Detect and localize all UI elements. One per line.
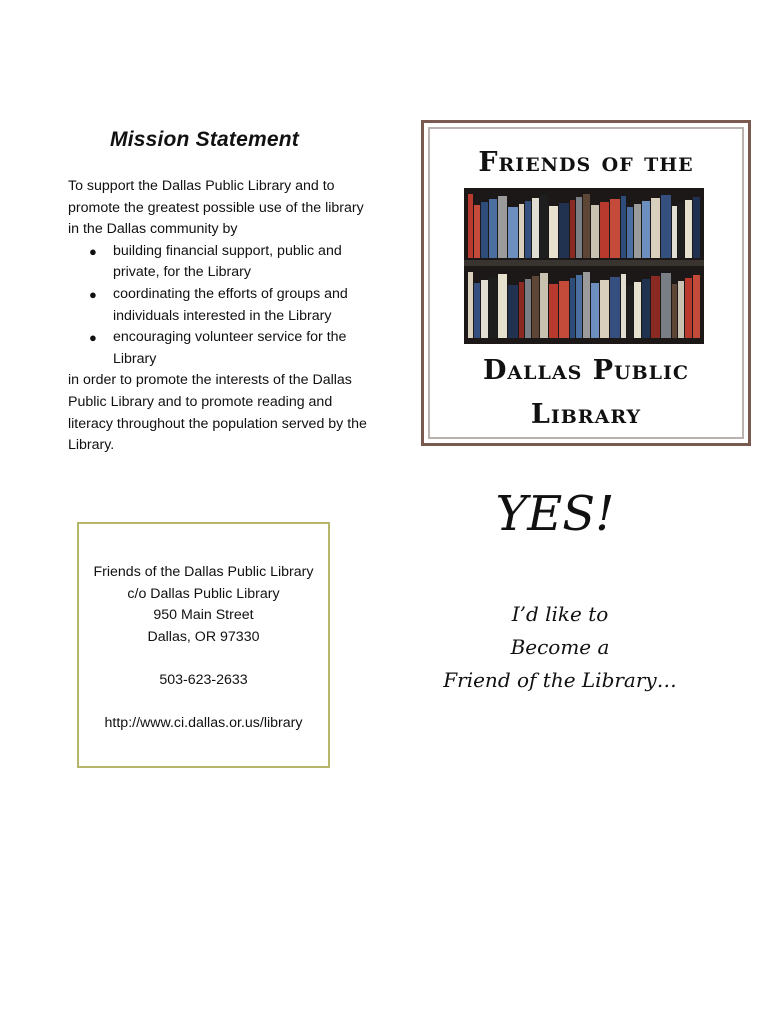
book-spine [685,278,692,338]
book-spine [540,195,548,258]
book-spine [570,278,575,338]
bullet-icon: ● [89,243,97,259]
list-item [68,241,368,284]
contact-org: Friends of the Dallas Public Library [93,564,314,580]
contact-street: 950 Main Street [153,607,254,624]
book-spine [600,280,609,338]
bookshelf-image [464,188,704,344]
join-line3: Friend of the Library… [443,668,677,692]
book-spine [693,275,700,338]
cover-heading-top: Friends of the [478,147,694,178]
book-spine [576,197,582,258]
book-spine [489,277,497,338]
book-spine [508,285,518,338]
book-spine [498,196,507,258]
book-spine [583,194,590,258]
book-spine [489,199,497,258]
mission-intro: To support the Dallas Public Library and to promote the greatest possible use of the library in the Dallas community by [68,178,364,238]
book-spine [549,206,558,258]
book-spine [468,272,473,338]
book-spine [672,206,677,258]
book-spine [642,279,650,338]
list-item [68,284,368,327]
contact-care-of: c/o Dallas Public Library [127,585,280,602]
book-spine [600,202,609,258]
book-spine [678,203,684,258]
book-spine [661,195,671,258]
book-spine [642,201,650,258]
join-line1: I’d like to [511,602,609,626]
book-spine [583,272,590,338]
cover-heading-bottom [424,349,748,437]
book-spine [591,283,599,338]
book-spine [498,274,507,338]
yes-heading: YES! [495,486,615,542]
book-spine [621,274,626,338]
contact-phone: 503-623-2633 [159,671,248,688]
book-spine [481,280,488,338]
book-spine [570,200,575,258]
join-line2: Become a [510,635,610,659]
book-spine [634,282,641,338]
book-spine [651,198,660,258]
list-item [68,327,368,370]
mission-statement [68,176,368,457]
cover-heading-line3: Library [530,399,642,430]
book-spine [651,276,660,338]
book-spine [559,281,569,338]
contact-box [77,522,330,768]
book-spine [519,204,524,258]
book-spine [559,203,569,258]
mission-title: Mission Statement [110,128,299,151]
book-spine [627,285,633,338]
list-item-text: building financial support, public and private, for the Library [113,242,342,281]
book-spine [474,283,480,338]
book-spine [525,201,531,258]
book-spine [693,197,700,258]
shelf-board [464,260,704,266]
book-spine [525,279,531,338]
book-spine [678,281,684,338]
bullet-icon: ● [89,330,97,346]
book-spine [685,200,692,258]
cover-heading-line2: Dallas Public [482,355,690,386]
book-spine [576,275,582,338]
book-spine [468,194,473,258]
book-spine [627,207,633,258]
book-spine [508,207,518,258]
book-spine [532,198,539,258]
contact-url[interactable]: http://www.ci.dallas.or.us/library [104,715,303,732]
mission-list [68,241,368,371]
book-spine [661,273,671,338]
book-spine [591,205,599,258]
list-item-text: encouraging volunteer service for the Library [113,329,347,367]
book-spine [519,282,524,338]
list-item-text: coordinating the efforts of groups and individuals interested in the Library [113,285,348,324]
book-spine [549,284,558,338]
contact-city: Dallas, OR 97330 [147,628,260,645]
book-spine [540,273,548,338]
book-spine [610,277,620,338]
join-message [400,598,720,697]
bullet-icon: ● [89,286,97,302]
book-spine [621,196,626,258]
book-spine [481,202,488,258]
book-spine [474,205,480,258]
cover-frame [421,120,751,446]
book-spine [610,199,620,258]
book-spine [672,284,677,338]
book-spine [532,276,539,338]
book-spine [634,204,641,258]
mission-closing: in order to promote the interests of the Dallas Public Library and to promote reading and literacy throughout the population served by the Library. [68,372,367,454]
